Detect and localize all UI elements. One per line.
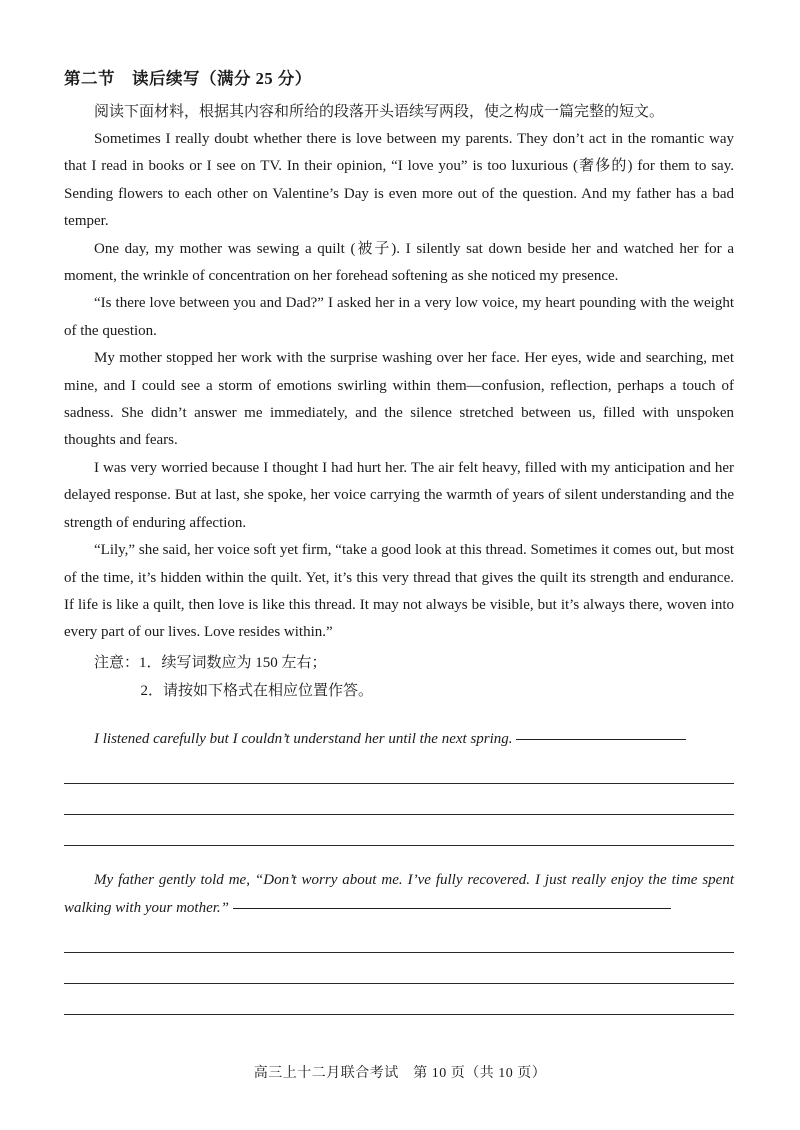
paragraph-opener-2-text: My father gently told me, “Don’t worry about me. I’ve fully recovered. I just really enjoy the time spent walking with your mother.” xyxy=(64,871,734,916)
passage-paragraph-4: My mother stopped her work with the surprise washing over her face. Her eyes, wide and searching, met mine, and I could see a storm of emotions swirling within them—confusion, reflection, perhaps a touch of sadness. She didn’t answer me immediately, and the silence stretched between us, filled with unspoken thoughts and fears. xyxy=(64,350,734,449)
answer-line[interactable] xyxy=(64,753,734,784)
answer-line[interactable] xyxy=(64,922,734,953)
passage-paragraph-3: “Is there love between you and Dad?” I asked her in a very low voice, my heart pounding with the weight of the question. xyxy=(64,295,734,339)
paragraph-opener-1-text: I listened carefully but I couldn’t understand her until the next spring. xyxy=(94,730,513,747)
passage-paragraph-2: One day, my mother was sewing a quilt (被子). I silently sat down beside her and watched her for a moment, the wrinkle of concentration on her forehead softening as she noticed my presence. xyxy=(64,240,734,285)
passage-paragraph-6: “Lily,” she said, her voice soft yet firm, “take a good look at this thread. Sometimes it comes out, but most of the time, it’s hidden within the quilt. Yet, it’s this very thread that gives the quilt its strength and endurance. If life is like a quilt, then love is like this thread. It may not always be visible, but it’s always there, woven into every part of our lives. Love resides within.” xyxy=(64,542,734,641)
paragraph-opener-1 xyxy=(64,725,734,753)
passage-paragraph-5: I was very worried because I thought I had hurt her. The air felt heavy, filled with my anticipation and her delayed response. But at last, she spoke, her voice carrying the warmth of years of silent understanding and the strength of enduring affection. xyxy=(64,459,734,531)
answer-blank-inline-2[interactable] xyxy=(233,907,671,909)
section-instruction: 阅读下面材料，根据其内容和所给的段落开头语续写两段，使之构成一篇完整的短文。 xyxy=(94,104,665,120)
note-word-count: 注意：1．续写词数应为 150 左右； xyxy=(94,654,327,671)
continuation-block-1 xyxy=(64,725,734,846)
paragraph-opener-2 xyxy=(64,866,734,922)
answer-line[interactable] xyxy=(64,784,734,815)
continuation-block-2 xyxy=(64,866,734,1015)
exam-page xyxy=(64,66,734,1015)
answer-line[interactable] xyxy=(64,984,734,1015)
reading-passage xyxy=(64,126,734,647)
writing-notes xyxy=(64,649,734,705)
answer-blank-inline-1[interactable] xyxy=(516,738,686,740)
passage-paragraph-1: Sometimes I really doubt whether there is love between my parents. They don’t act in the romantic way that I read in books or I see on TV. In their opinion, “I love you” is too luxurious (奢侈的) for them to say. Sending flowers to each other on Valentine’s Day is even more out of the question. And my father has a bad temper. xyxy=(64,131,734,230)
note-answer-format: 2．请按如下格式在相应位置作答。 xyxy=(140,682,374,699)
section-title: 第二节 读后续写（满分 25 分） xyxy=(64,69,312,88)
page-footer: 高三上十二月联合考试 第 10 页（共 10 页） xyxy=(253,1066,547,1081)
answer-line[interactable] xyxy=(64,953,734,984)
answer-line[interactable] xyxy=(64,815,734,846)
